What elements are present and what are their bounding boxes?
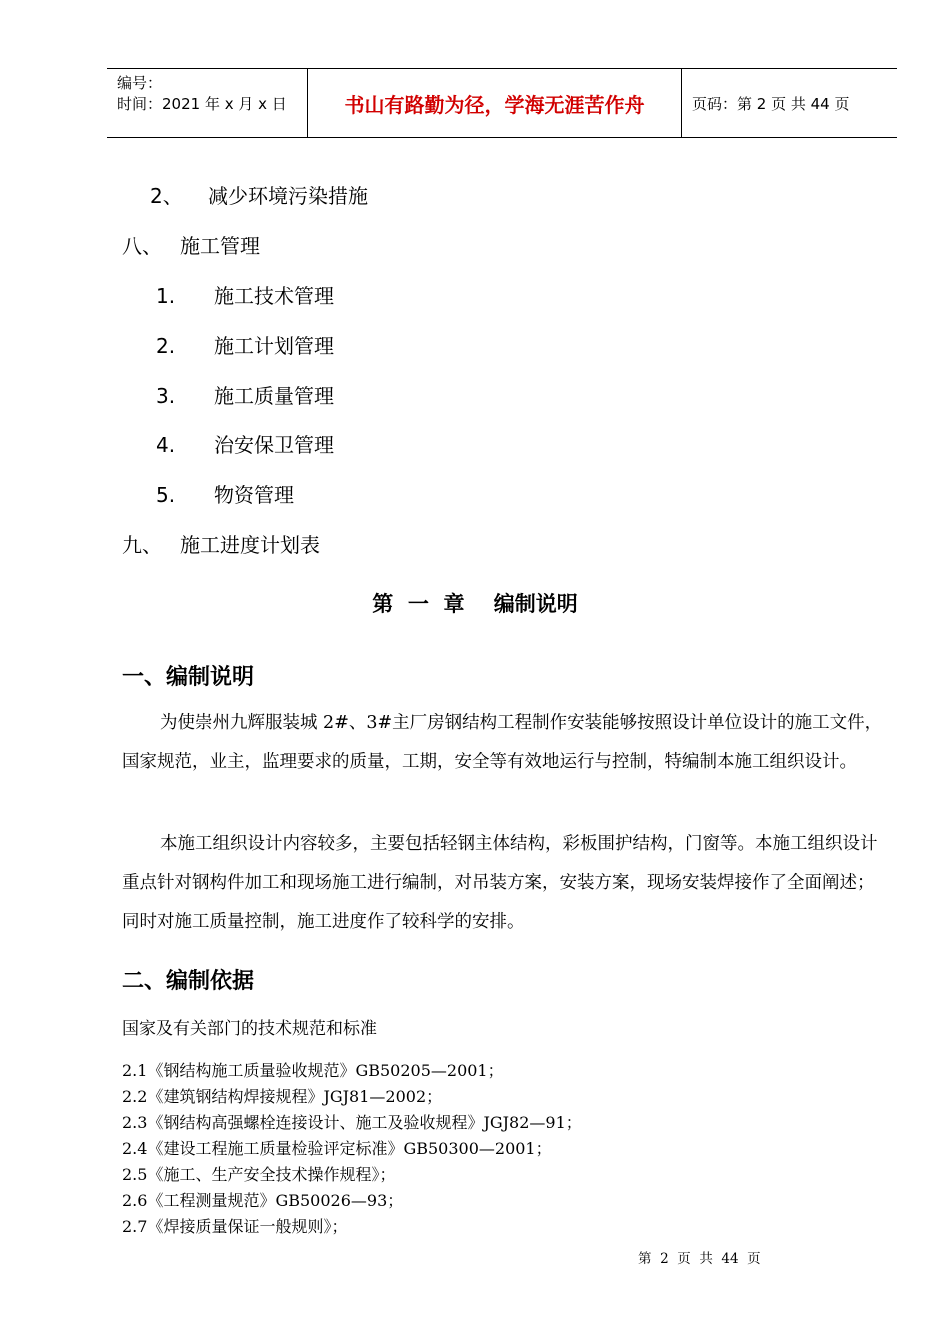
reference-item: 2.1《钢结构施工质量验收规范》GB50205—2001； — [122, 1061, 504, 1080]
toc-number: 九、 — [122, 533, 162, 557]
toc-text: 施工进度计划表 — [180, 533, 320, 557]
toc-number: 2. — [156, 334, 176, 358]
toc-text: 施工计划管理 — [214, 334, 334, 358]
toc-text: 治安保卫管理 — [214, 433, 334, 457]
reference-item: 2.3《钢结构高强螺栓连接设计、施工及验收规程》JGJ82—91； — [122, 1113, 582, 1132]
toc-number: 八、 — [122, 234, 162, 258]
toc-number: 5. — [156, 483, 176, 507]
toc-text: 施工管理 — [180, 234, 260, 258]
chapter-title: 第 一 章 编制说明 — [372, 592, 578, 616]
toc-item — [156, 330, 334, 359]
toc-item — [156, 380, 334, 409]
toc-number: 4. — [156, 433, 176, 457]
reference-item: 2.7《焊接质量保证一般规则》； — [122, 1217, 348, 1236]
reference-item: 2.6《工程测量规范》GB50026—93； — [122, 1191, 404, 1210]
header-motto: 书山有路勤为径，学海无涯苦作舟 — [308, 69, 682, 137]
toc-text: 物资管理 — [214, 483, 294, 507]
page-header — [107, 68, 897, 138]
time-label: 时间：2021 年 x 月 x 日 — [117, 95, 287, 113]
toc-text: 施工技术管理 — [214, 284, 334, 308]
toc-item — [156, 280, 334, 309]
header-meta-cell — [107, 69, 308, 137]
section-intro: 国家及有关部门的技术规范和标准 — [122, 1019, 377, 1039]
reference-item: 2.2《建筑钢结构焊接规程》JGJ81—2002； — [122, 1087, 443, 1106]
toc-item — [156, 479, 294, 508]
toc-text: 施工质量管理 — [214, 384, 334, 408]
toc-number: 2、 — [150, 184, 183, 208]
toc-item — [122, 230, 260, 259]
reference-list — [122, 1058, 582, 1240]
code-label: 编号： — [117, 74, 163, 92]
page-footer: 第 2 页 共 44 页 — [638, 1251, 761, 1267]
header-page-info: 页码：第 2 页 共 44 页 — [692, 94, 850, 113]
reference-item: 2.5《施工、生产安全技术操作规程》； — [122, 1165, 396, 1184]
toc-item — [150, 180, 368, 209]
toc-number: 3. — [156, 384, 176, 408]
section-body — [122, 825, 886, 942]
toc-item — [156, 429, 334, 458]
toc-item — [122, 529, 320, 558]
toc-text: 减少环境污染措施 — [208, 184, 368, 208]
paragraph: 为使崇州九辉服装城 2#、3#主厂房钢结构工程制作安装能够按照设计单位设计的施工文件，国家规范，业主，监理要求的质量，工期，安全等有效地运行与控制，特编制本施工组织设计。 — [122, 713, 883, 772]
section-body — [122, 704, 886, 782]
toc-number: 1. — [156, 284, 176, 308]
section-heading: 一、编制说明 — [122, 665, 255, 690]
section-heading: 二、编制依据 — [122, 969, 255, 994]
paragraph: 本施工组织设计内容较多，主要包括轻钢主体结构，彩板围护结构，门窗等。本施工组织设计重点针对钢构件加工和现场施工进行编制，对吊装方案，安装方案，现场安装焊接作了全面阐述；同时对施工质量控制，施工进度作了较科学的安排。 — [122, 834, 878, 932]
reference-item: 2.4《建设工程施工质量检验评定标准》GB50300—2001； — [122, 1139, 552, 1158]
